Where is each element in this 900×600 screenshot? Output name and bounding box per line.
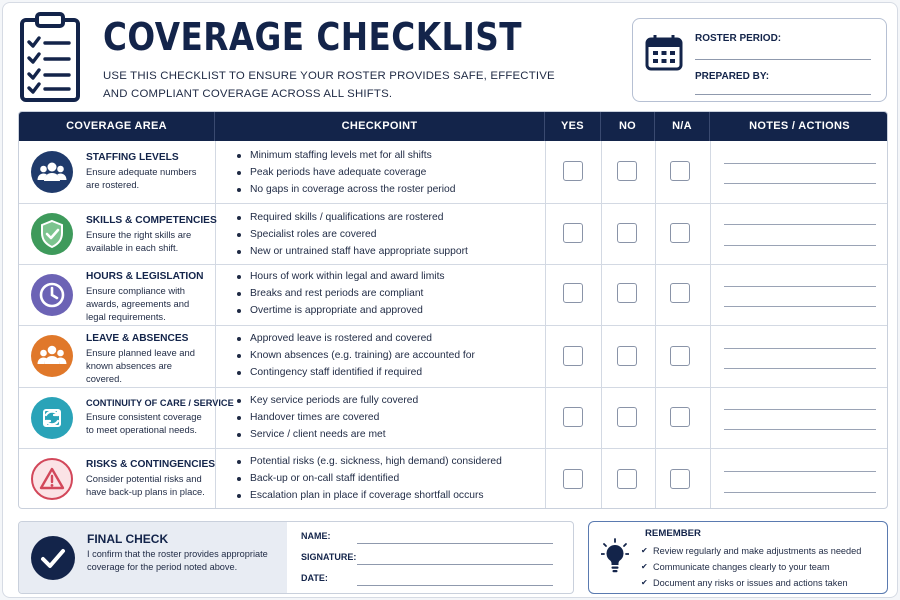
people-icon: [31, 151, 73, 193]
no-checkbox[interactable]: [617, 346, 637, 366]
remember-title: REMEMBER: [645, 528, 701, 539]
checkpoint-item: Known absences (e.g. training) are accounted for: [235, 347, 555, 364]
area-description: Consider potential risks and have back-up plans in place.: [86, 473, 205, 497]
name-field[interactable]: [357, 543, 553, 544]
col-notes: NOTES / ACTIONS: [749, 120, 850, 132]
remember-item: ✔ Document any risks or issues and actions taken: [641, 575, 861, 591]
lightbulb-icon: [601, 538, 629, 576]
signature-field[interactable]: [357, 564, 553, 565]
table-row: [19, 448, 887, 509]
roster-period-label: ROSTER PERIOD:: [695, 33, 782, 44]
table-header: [19, 112, 887, 141]
prepared-by-field[interactable]: [695, 94, 871, 95]
date-field[interactable]: [357, 585, 553, 586]
table-row: [19, 141, 887, 203]
table-row: [19, 264, 887, 325]
remember-box: [588, 521, 888, 594]
col-na: N/A: [655, 112, 710, 141]
yes-checkbox[interactable]: [563, 283, 583, 303]
col-coverage-area: COVERAGE AREA: [19, 112, 215, 141]
notes-line[interactable]: [724, 163, 876, 164]
checkpoint-item: Contingency staff identified if required: [235, 364, 555, 381]
group-icon: [31, 335, 73, 377]
notes-line[interactable]: [724, 368, 876, 369]
checkpoint-list: [235, 147, 555, 198]
area-title: SKILLS & COMPETENCIES: [86, 215, 217, 226]
area-description: Ensure the right skills are available in each shift.: [86, 229, 192, 253]
final-check-panel: [19, 522, 287, 593]
notes-line[interactable]: [724, 306, 876, 307]
checkpoint-item: Breaks and rest periods are compliant: [235, 285, 555, 302]
area-description: Ensure planned leave and known absences are covered.: [86, 347, 195, 384]
clipboard-checklist-icon: [19, 12, 81, 102]
roster-period-field[interactable]: [695, 59, 871, 60]
yes-checkbox[interactable]: [563, 346, 583, 366]
col-no: NO: [601, 112, 655, 141]
checkpoint-item: Overtime is appropriate and approved: [235, 302, 555, 319]
checkpoint-item: Peak periods have adequate coverage: [235, 164, 555, 181]
checkpoint-item: Minimum staffing levels met for all shifts: [235, 147, 555, 164]
clock-icon: [31, 274, 73, 316]
checklist-page: [2, 2, 898, 598]
checkpoint-item: Back-up or on-call staff identified: [235, 470, 555, 487]
checkpoint-list: [235, 453, 555, 504]
area-title: RISKS & CONTINGENCIES: [86, 459, 216, 470]
notes-line[interactable]: [724, 409, 876, 410]
page-subtitle: USE THIS CHECKLIST TO ENSURE YOUR ROSTER PROVIDES SAFE, EFFECTIVE AND COMPLIANT COVERAGE ACROSS ALL SHIFTS.: [103, 70, 555, 100]
table-row: [19, 387, 887, 448]
col-checkpoint: CHECKPOINT: [215, 112, 545, 141]
checkpoint-item: Key service periods are fully covered: [235, 392, 555, 409]
warning-icon: [31, 458, 73, 500]
na-checkbox[interactable]: [670, 346, 690, 366]
checkpoint-item: Handover times are covered: [235, 409, 555, 426]
page-title: COVERAGE CHECKLIST: [103, 15, 523, 59]
checkpoint-item: New or untrained staff have appropriate support: [235, 243, 555, 260]
table-row: [19, 203, 887, 264]
yes-checkbox[interactable]: [563, 223, 583, 243]
checkpoint-item: Specialist roles are covered: [235, 226, 555, 243]
notes-line[interactable]: [724, 286, 876, 287]
notes-line[interactable]: [724, 245, 876, 246]
final-check-box: [18, 521, 574, 594]
name-label: NAME:: [301, 531, 331, 541]
yes-checkbox[interactable]: [563, 407, 583, 427]
date-label: DATE:: [301, 573, 328, 583]
yes-checkbox[interactable]: [563, 469, 583, 489]
area-title: STAFFING LEVELS: [86, 152, 179, 163]
final-check-title: FINAL CHECK: [87, 532, 169, 546]
calendar-icon: [645, 33, 683, 71]
prepared-by-label: PREPARED BY:: [695, 71, 770, 82]
remember-item: ✔ Review regularly and make adjustments as needed: [641, 543, 861, 559]
no-checkbox[interactable]: [617, 223, 637, 243]
na-checkbox[interactable]: [670, 469, 690, 489]
checkpoint-item: No gaps in coverage across the roster period: [235, 181, 555, 198]
checkpoint-item: Approved leave is rostered and covered: [235, 330, 555, 347]
coverage-table: [18, 111, 888, 509]
notes-line[interactable]: [724, 348, 876, 349]
na-checkbox[interactable]: [670, 407, 690, 427]
no-checkbox[interactable]: [617, 283, 637, 303]
cycle-icon: [31, 397, 73, 439]
table-row: [19, 325, 887, 387]
area-description: Ensure adequate numbers are rostered.: [86, 166, 197, 190]
area-title: LEAVE & ABSENCES: [86, 333, 189, 344]
checkpoint-item: Escalation plan in place if coverage shortfall occurs: [235, 487, 555, 504]
notes-line[interactable]: [724, 224, 876, 225]
checkmark-icon: [31, 536, 75, 580]
no-checkbox[interactable]: [617, 161, 637, 181]
na-checkbox[interactable]: [670, 161, 690, 181]
remember-list: [641, 543, 861, 591]
notes-line[interactable]: [724, 429, 876, 430]
checkpoint-list: [235, 330, 555, 381]
no-checkbox[interactable]: [617, 469, 637, 489]
area-description: Ensure consistent coverage to meet operational needs.: [86, 411, 202, 435]
signature-label: SIGNATURE:: [301, 552, 357, 562]
final-check-description: I confirm that the roster provides appropriate coverage for the period noted above.: [87, 549, 268, 572]
area-description: Ensure compliance with awards, agreements and legal requirements.: [86, 285, 190, 322]
na-checkbox[interactable]: [670, 223, 690, 243]
col-yes: YES: [545, 112, 601, 141]
checkpoint-list: [235, 268, 555, 319]
yes-checkbox[interactable]: [563, 161, 583, 181]
checkpoint-item: Required skills / qualifications are rostered: [235, 209, 555, 226]
area-title: HOURS & LEGISLATION: [86, 271, 204, 282]
area-title: CONTINUITY OF CARE / SERVICE: [86, 398, 234, 408]
checkpoint-item: Hours of work within legal and award limits: [235, 268, 555, 285]
notes-line[interactable]: [724, 492, 876, 493]
checkpoint-list: [235, 209, 555, 260]
remember-item: ✔ Communicate changes clearly to your team: [641, 559, 861, 575]
checkpoint-item: Potential risks (e.g. sickness, high demand) considered: [235, 453, 555, 470]
shield-check-icon: [31, 213, 73, 255]
checkpoint-list: [235, 392, 555, 443]
roster-info-box: [632, 18, 887, 102]
notes-line[interactable]: [724, 471, 876, 472]
no-checkbox[interactable]: [617, 407, 637, 427]
checkpoint-item: Service / client needs are met: [235, 426, 555, 443]
notes-line[interactable]: [724, 183, 876, 184]
na-checkbox[interactable]: [670, 283, 690, 303]
